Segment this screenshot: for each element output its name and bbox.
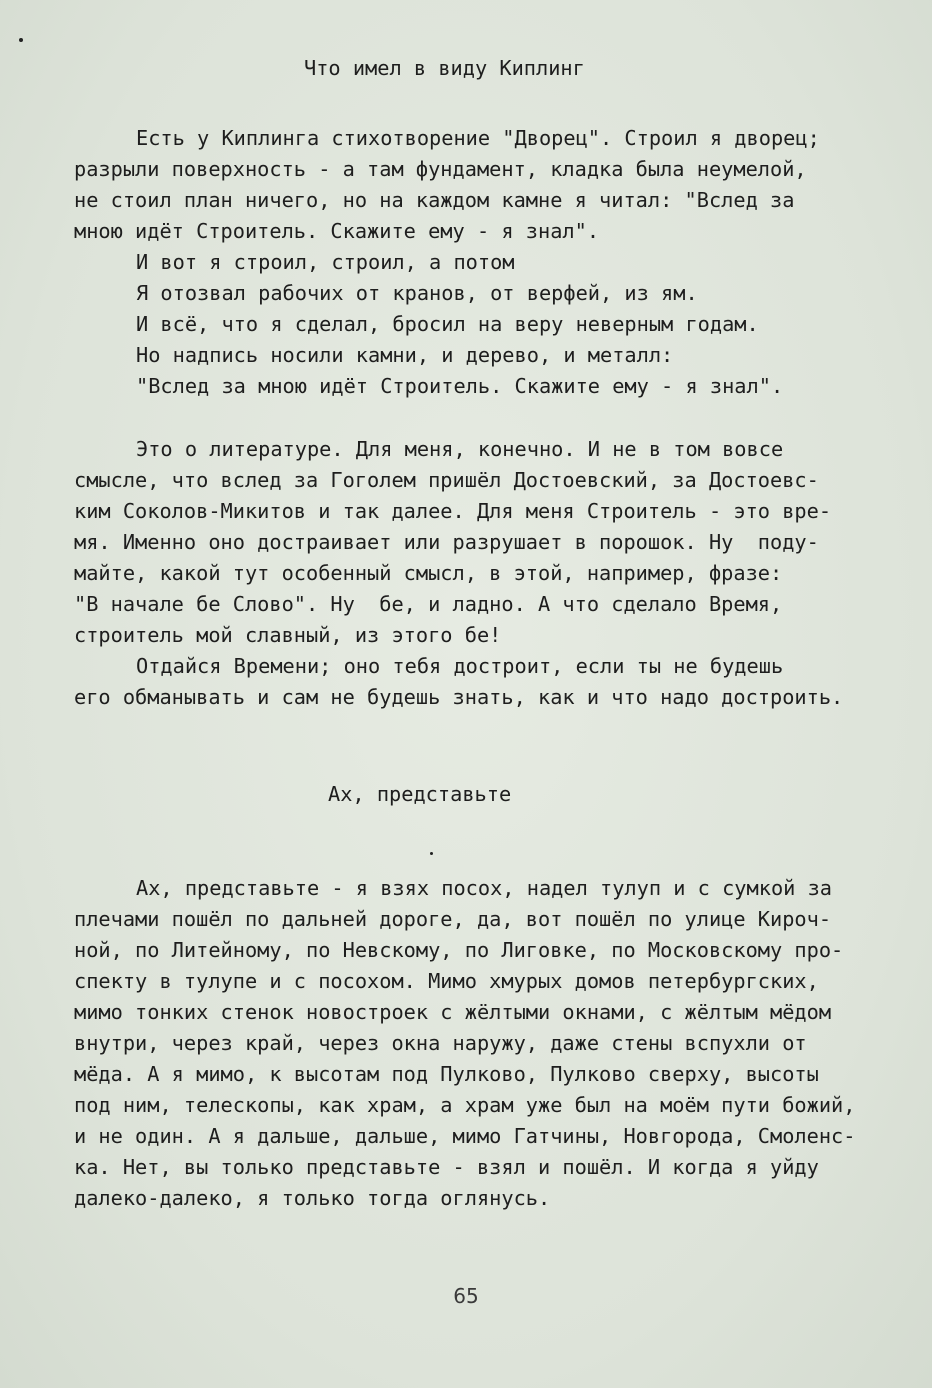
- text-line: Есть у Киплинга стихотворение "Дворец". Строил я дворец;: [136, 126, 820, 150]
- text-line: "В начале бе Слово". Ну бе, и ладно. А что сделало Время,: [74, 592, 783, 616]
- verse-line: Я отозвал рабочих от кранов, от верфей, из ям.: [136, 281, 698, 305]
- text-line: и не один. А я дальше, дальше, мимо Гатчины, Новгорода, Смоленс-: [74, 1124, 856, 1148]
- section-title-imagine: Ах, представьте: [328, 782, 512, 806]
- text-line: под ним, телескопы, как храм, а храм уже был на моём пути божий,: [74, 1093, 856, 1117]
- text-line: Это о литературе. Для меня, конечно. И не в том вовсе: [136, 437, 784, 461]
- verse-line: Но надпись носили камни, и дерево, и металл:: [136, 343, 674, 367]
- text-line: не стоил план ничего, но на каждом камне я читал: "Вслед за: [74, 188, 795, 212]
- text-line: мимо тонких стенок новостроек с жёлтыми окнами, с жёлтым мёдом: [74, 1000, 832, 1024]
- verse-line: "Вслед за мною идёт Строитель. Скажите ему - я знал".: [136, 374, 784, 398]
- text-line: далеко-далеко, я только тогда оглянусь.: [74, 1186, 551, 1210]
- text-line: плечами пошёл по дальней дороге, да, вот пошёл по улице Кироч-: [74, 907, 832, 931]
- text-line: Ах, представьте - я взях посох, надел тулуп и с сумкой за: [136, 876, 832, 900]
- text-line: майте, какой тут особенный смысл, в этой, например, фразе:: [74, 561, 783, 585]
- text-line: ка. Нет, вы только представьте - взял и пошёл. И когда я уйду: [74, 1155, 819, 1179]
- text-line: разрыли поверхность - а там фундамент, кладка была неумелой,: [74, 157, 807, 181]
- text-line: мя. Именно оно достраивает или разрушает в порошок. Ну поду-: [74, 530, 819, 554]
- text-line: мёда. А я мимо, к высотам под Пулково, Пулково сверху, высоты: [74, 1062, 819, 1086]
- text-line: его обманывать и сам не будешь знать, как и что надо достроить.: [74, 685, 844, 709]
- text-line: ной, по Литейному, по Невскому, по Лиговке, по Московскому про-: [74, 938, 844, 962]
- ink-speck: [430, 852, 433, 855]
- ink-speck: [19, 38, 23, 42]
- section-title-kipling: Что имел в виду Киплинг: [304, 56, 585, 80]
- text-line: ким Соколов-Микитов и так далее. Для меня Строитель - это вре-: [74, 499, 832, 523]
- verse-line: И вот я строил, строил, а потом: [136, 250, 515, 274]
- text-line: внутри, через край, через окна наружу, даже стены вспухли от: [74, 1031, 807, 1055]
- text-line: спекту в тулупе и с посохом. Мимо хмурых домов петербургских,: [74, 969, 819, 993]
- text-line: смысле, что вслед за Гоголем пришёл Достоевский, за Достоевс-: [74, 468, 819, 492]
- verse-line: И всё, что я сделал, бросил на веру неверным годам.: [136, 312, 759, 336]
- text-line: Отдайся Времени; оно тебя достроит, если ты не будешь: [136, 654, 784, 678]
- text-line: строитель мой славный, из этого бе!: [74, 623, 502, 647]
- text-line: мною идёт Строитель. Скажите ему - я знал".: [74, 219, 600, 243]
- page-number: 65: [453, 1284, 479, 1308]
